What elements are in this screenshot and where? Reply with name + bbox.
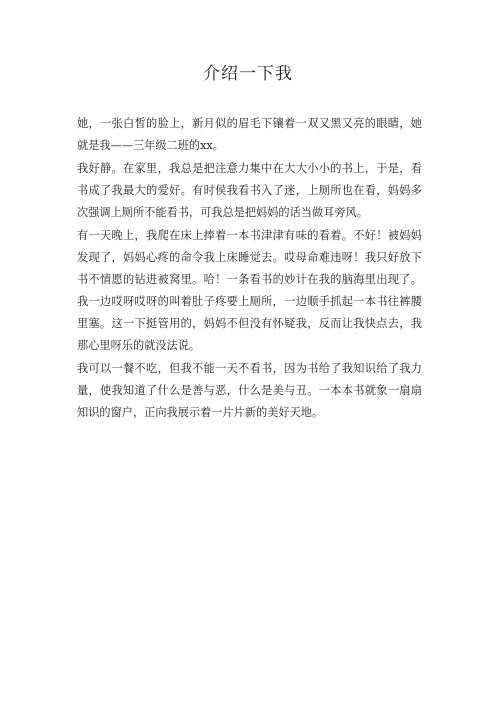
paragraph-1: 她，一张白皙的脸上，新月似的眉毛下镶着一双又黑又亮的眼睛，她就是我——三年级二班的xx。 [77, 117, 422, 152]
paragraph-4: 我可以一餐不吃，但我不能一天不看书，因为书给了我知识给了我力量，使我知道了什么是善与恶，什么是美与丑。一本本书就象一扇扇知识的窗户，正向我展示着一片片新的美好天地。 [77, 362, 422, 419]
paragraph-2: 我好静。在家里，我总是把注意力集中在大大小小的书上，于是，看书成了我最大的爱好。有时侯我看书入了迷，上厕所也在看，妈妈多次强调上厕所不能看书，可我总是把妈妈的话当做耳旁风。 [77, 162, 422, 219]
paragraph-3: 有一天晚上，我爬在床上捧着一本书津津有味的看着。不好！被妈妈发现了，妈妈心疼的命令我上床睡觉去。哎母命难违呀！我只好放下书不情愿的钻进被窝里。哈！一条看书的妙计在我的脑海里出现了。我一边哎呀哎呀的叫着肚子疼要上厕所，一边顺手抓起一本书往裤腰里塞。这一下挺管用的，妈妈不但没有怀疑我，反而让我快点去，我那心里呀乐的就没法说。 [77, 229, 422, 352]
document-body [77, 113, 422, 425]
document-title: 介绍一下我 [203, 64, 293, 84]
